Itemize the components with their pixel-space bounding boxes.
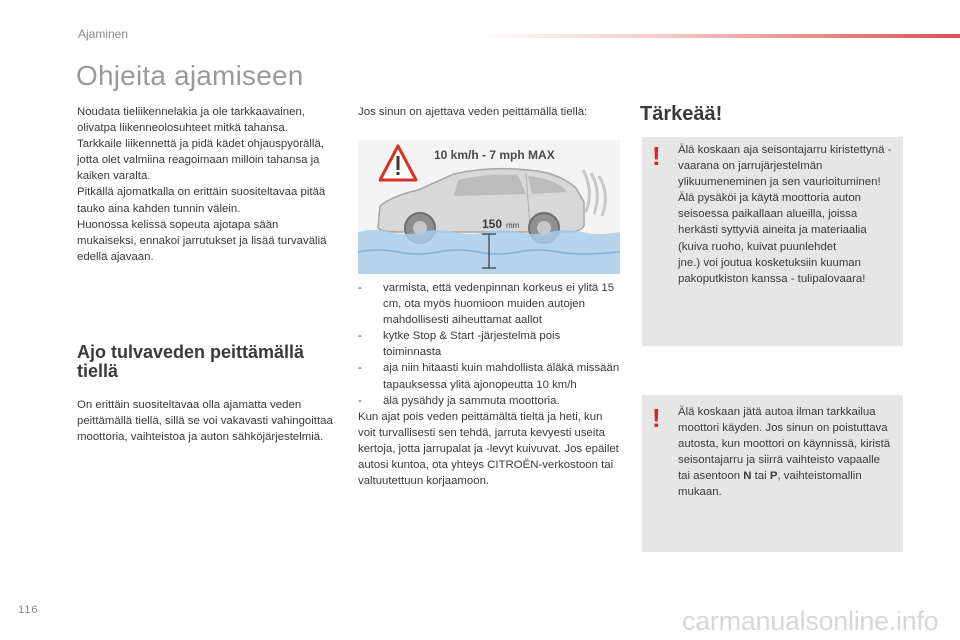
- warning-box-engine-running: [642, 395, 903, 552]
- bullet-dash: -: [358, 282, 362, 294]
- intro-paragraph: Noudata tieliikennelakia ja ole tarkkaavainen, olivatpa liikenneolosuhteet mitkä tahansa. Tarkkaile liikennettä ja pidä kädet ohjauspyörällä, jotta olet valmiina reagoimaan milloin tahansa ja kaiken varalta. Pitkällä ajomatkalla on erittäin suositeltavaa pitää tauko aina kahden tunnin välein. Huonossa kelissä sopeuta ajotapa sään mukaiseksi, ennakoi jarrutukset ja lisää turvaväliä edellä ajavaan.: [77, 106, 327, 263]
- flood-paragraph: On erittäin suositeltavaa olla ajamatta veden peittämällä tiellä, sillä se voi vakavasti vahingoittaa moottoria, vaihteistoa ja auton sähköjärjestelmiä.: [77, 399, 333, 444]
- bullet-dash: -: [358, 362, 362, 375]
- watermark: carmanualsonline.info: [682, 606, 939, 636]
- flood-title-text: Ajo tulvaveden peittämällä tiellä: [77, 342, 305, 381]
- speed-limit-label: 10 km/h - 7 mph MAX: [434, 148, 555, 162]
- list-item-text: varmista, että vedenpinnan korkeus ei ylitä 15 cm, ota myös huomioon muiden autojen mahdollisesti aiheuttamat aallot: [383, 282, 615, 327]
- exclamation-icon: !: [652, 141, 661, 171]
- section-header: Ajaminen: [78, 27, 129, 41]
- warning-box-parking-brake: [642, 137, 903, 346]
- after-flood-paragraph: Kun ajat pois veden peittämältä tieltä ja heti, kun voit turvallisesti sen tehdä, jarruta kevyesti useita kertoja, jotta jarrupalat ja -levyt kuivuvat. Jos epäilet autosi kuntoa, ota yhteys CITROËN-verkostoon tai valtuutettuun korjaamoon.: [358, 410, 619, 488]
- warning-text-part: , vaihteistomallin mukaan.: [678, 470, 862, 499]
- gear-p-label: P: [769, 470, 778, 483]
- page-number: 116: [18, 604, 39, 616]
- list-item-text: älä pysähdy ja sammuta moottoria.: [383, 394, 560, 407]
- car-in-water-graphic: [358, 140, 620, 274]
- warning-text: [678, 404, 893, 501]
- list-item: [358, 393, 620, 409]
- warning-text-part: tai: [751, 470, 770, 483]
- water-depth-value: 150: [482, 217, 503, 231]
- bullet-dash: -: [358, 394, 362, 407]
- water-depth-unit: mm: [506, 221, 520, 230]
- flood-driving-intro: Jos sinun on ajettava veden peittämällä tiellä:: [358, 106, 588, 118]
- exclamation-icon: !: [652, 403, 661, 433]
- header-rule: [478, 34, 960, 38]
- warning-text-part: Älä koskaan jätä autoa ilman tarkkailua moottori käyden. Jos sinun on poistuttava autosta, kun moottori on käynnissä, kiristä seisontajarru ja siirrä vaihteisto vapaalle tai asentoon: [678, 406, 891, 483]
- list-item-text: kytke Stop & Start -järjestelmä pois toiminnasta: [383, 330, 561, 359]
- list-item: [358, 280, 620, 328]
- flood-section-title: [77, 343, 337, 381]
- important-heading: Tärkeää!: [640, 103, 723, 125]
- bullet-dash: -: [358, 330, 362, 343]
- warning-text: Älä koskaan aja seisontajarru kiristettynä - vaarana on jarrujärjestelmän ylikuumeneminen ja sen vaurioituminen! Älä pysäköi ja käytä moottoria auton seisoessa paikallaan alueilla, joissa herkästi syttyviä aineita ja materiaalia (kuiva ruoho, kuivat puunlehdet jne.) voi joutua kosketuksiin kuuman pakoputkiston kanssa - tulipalovaara!: [678, 144, 892, 285]
- gear-n-label: N: [743, 470, 752, 483]
- list-item: [358, 360, 620, 392]
- list-item-text: aja niin hitaasti kuin mahdollista äläkä missään tapauksessa ylitä ajonopeutta 10 km/h: [383, 362, 620, 391]
- page-title: Ohjeita ajamiseen: [76, 60, 304, 91]
- flood-instructions: [358, 280, 620, 489]
- list-item: [358, 328, 620, 360]
- flood-driving-illustration: [358, 140, 620, 274]
